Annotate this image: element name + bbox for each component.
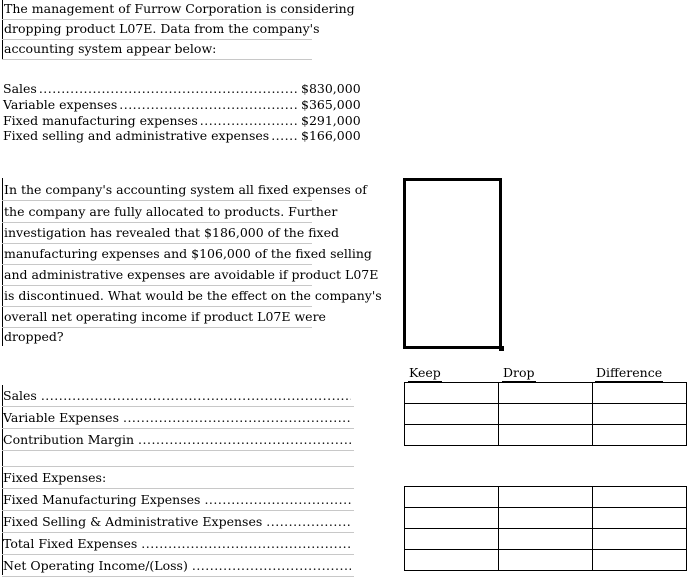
input-cell-sales-drop[interactable] [499, 383, 593, 404]
data-value: $166,000 [301, 128, 361, 143]
question-line: is discontinued. What would be the effect on the company's [4, 288, 382, 303]
row-fixed-selling-admin [3, 511, 351, 532]
input-cell-total-fixed-keep[interactable] [405, 529, 499, 550]
input-cell-sales-difference[interactable] [593, 383, 687, 404]
input-cell-variable-keep[interactable] [405, 404, 499, 425]
question-line: investigation has revealed that $186,000 of the fixed [4, 225, 340, 240]
data-value: $365,000 [301, 97, 361, 112]
row-net-operating-income [3, 555, 351, 576]
intro-line: The management of Furrow Corporation is considering [4, 1, 355, 16]
input-cell-variable-drop[interactable] [499, 404, 593, 425]
input-cell-fixed-mfg-difference[interactable] [593, 487, 687, 508]
row-label: Fixed Selling & Administrative Expenses [3, 514, 263, 529]
question-line: the company are fully allocated to products. Further [4, 204, 338, 219]
row-label: Fixed Manufacturing Expenses [3, 492, 201, 507]
question-line: In the company's accounting system all fixed expenses of [4, 182, 367, 197]
column-header-difference: Difference [596, 365, 663, 380]
data-value: $830,000 [301, 81, 361, 96]
row-label: Variable Expenses [3, 410, 119, 425]
data-value: $291,000 [301, 113, 361, 128]
input-cell-noi-keep[interactable] [405, 550, 499, 571]
column-header-keep: Keep [409, 365, 441, 380]
intro-line: accounting system appear below: [4, 41, 217, 56]
row-contribution-margin [3, 429, 351, 450]
data-row-variable-expenses [3, 97, 361, 113]
row-label: Sales [3, 388, 37, 403]
data-label: Variable expenses [3, 97, 118, 112]
row-variable-expenses [3, 407, 351, 428]
input-cell-fixed-mfg-keep[interactable] [405, 487, 499, 508]
data-row-fixed-selling-admin [3, 128, 361, 144]
input-cell-noi-drop[interactable] [499, 550, 593, 571]
input-cell-sales-keep[interactable] [405, 383, 499, 404]
data-row-fixed-manufacturing [3, 113, 361, 129]
question-line: overall net operating income if product L07E were [4, 309, 326, 324]
input-cell-contribution-drop[interactable] [499, 425, 593, 446]
fill-handle[interactable] [499, 346, 504, 351]
row-label: Contribution Margin [3, 432, 135, 447]
input-cell-total-fixed-drop[interactable] [499, 529, 593, 550]
input-cell-fixed-sga-keep[interactable] [405, 508, 499, 529]
data-row-sales [3, 81, 361, 97]
row-total-fixed-expenses [3, 533, 351, 554]
input-cell-fixed-mfg-drop[interactable] [499, 487, 593, 508]
input-grid-fixed [404, 486, 687, 571]
input-cell-noi-difference[interactable] [593, 550, 687, 571]
cell-border [2, 0, 3, 60]
question-line: dropped? [4, 329, 64, 344]
data-label: Fixed selling and administrative expenses [3, 128, 270, 143]
row-fixed-manufacturing [3, 489, 351, 510]
input-grid-contribution [404, 382, 687, 446]
input-cell-fixed-sga-difference[interactable] [593, 508, 687, 529]
question-line: and administrative expenses are avoidable if product L07E [4, 267, 379, 282]
row-label: Total Fixed Expenses [3, 536, 138, 551]
input-cell-variable-difference[interactable] [593, 404, 687, 425]
row-fixed-expenses-heading [3, 467, 351, 488]
input-cell-contribution-difference[interactable] [593, 425, 687, 446]
row-sales [3, 385, 351, 406]
row-label: Net Operating Income/(Loss) [3, 558, 188, 573]
intro-line: dropping product L07E. Data from the company's [4, 21, 320, 36]
column-header-drop: Drop [503, 365, 535, 380]
cell-border [2, 178, 3, 346]
input-cell-contribution-keep[interactable] [405, 425, 499, 446]
data-label: Sales [3, 81, 37, 96]
answer-box[interactable] [403, 178, 502, 349]
input-cell-total-fixed-difference[interactable] [593, 529, 687, 550]
row-label: Fixed Expenses: [3, 470, 107, 485]
question-line: manufacturing expenses and $106,000 of the fixed selling [4, 246, 372, 261]
input-cell-fixed-sga-drop[interactable] [499, 508, 593, 529]
data-label: Fixed manufacturing expenses [3, 113, 198, 128]
